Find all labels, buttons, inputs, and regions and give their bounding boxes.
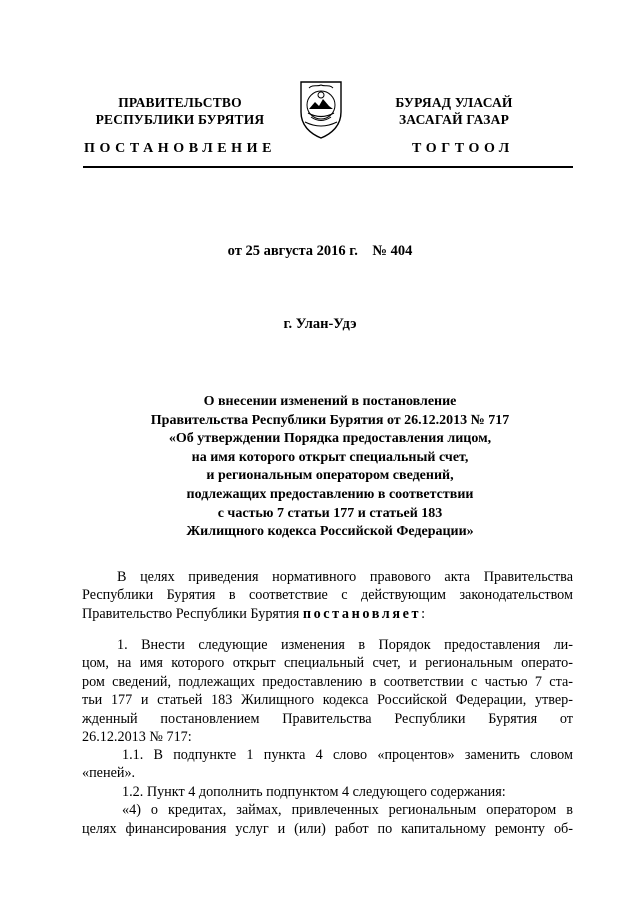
city: г. Улан-Удэ <box>283 316 357 332</box>
item-1-paragraph <box>82 636 573 746</box>
paragraph-line: целях финансирования услуг и (или) работ по капитальному ремонту об- <box>82 820 573 837</box>
paragraph-line: жденный постановлением Правительства Республики Бурятия от <box>82 710 573 727</box>
header-left-line1: ПРАВИТЕЛЬСТВО <box>118 95 242 110</box>
coat-of-arms-emblem <box>297 78 345 140</box>
paragraph-line: В целях приведения нормативного правового акта Правительства <box>117 569 573 585</box>
header-right <box>352 94 556 128</box>
title-line: «Об утверждении Порядка предоставления лицом, <box>168 431 492 447</box>
paragraph-line: 1. Внести следующие изменения в Порядок предоставления ли- <box>117 637 573 653</box>
title-line: О внесении изменений в постановление <box>203 394 457 409</box>
header-right-line1: БУРЯАД УЛАСАЙ <box>395 95 513 110</box>
title-line: с частью 7 статьи 177 и статьей 183 <box>217 505 443 521</box>
item-1-2-paragraph <box>82 783 573 838</box>
paragraph-line: 1.1. В подпункте 1 пункта 4 слово «процентов» заменить словом <box>122 747 573 763</box>
document-number: № 404 <box>372 243 413 259</box>
preamble-text: Правительство Республики Бурятия <box>82 605 303 622</box>
header-right-line2: ЗАСАГАЙ ГАЗАР <box>398 112 510 127</box>
doc-type-left: ПОСТАНОВЛЕНИЕ <box>84 141 277 156</box>
title-line: Жилищного кодекса Российской Федерации» <box>186 524 474 540</box>
doc-type-right: ТОГТООЛ <box>412 141 514 156</box>
document-title <box>80 393 580 542</box>
paragraph-line: ром сведений, подлежащих предоставлению в соответствии с частью 7 ста- <box>82 673 573 690</box>
paragraph-line: «4) о кредитах, займах, привлеченных региональным оператором в <box>122 802 573 819</box>
paragraph-line: цом, на имя которого открыт специальный счет, и региональным операто- <box>82 655 573 672</box>
document-date: от 25 августа 2016 г. <box>227 243 358 259</box>
paragraph-line: 26.12.2013 № 717: <box>82 729 192 746</box>
header-left <box>82 94 278 128</box>
header-left-line2: РЕСПУБЛИКИ БУРЯТИЯ <box>95 112 265 127</box>
title-line: и региональным оператором сведений, <box>206 468 454 484</box>
paragraph-line: «пеней». <box>82 765 136 782</box>
resolves-word: постановляет <box>302 605 422 622</box>
title-line: на имя которого открыт специальный счет, <box>191 449 469 465</box>
title-line: Правительства Республики Бурятия от 26.12.2013 № 717 <box>150 412 510 428</box>
paragraph-line: Республики Бурятия в соответствие с действующим законодательством <box>82 587 573 604</box>
paragraph-line: 1.2. Пункт 4 дополнить подпунктом 4 следующего содержания: <box>122 784 506 800</box>
item-1-1-paragraph <box>82 746 573 783</box>
paragraph-line <box>82 605 573 623</box>
preamble-paragraph <box>82 568 573 623</box>
title-line: подлежащих предоставлению в соответствии <box>186 486 474 502</box>
date-number-line <box>0 243 640 260</box>
header-divider <box>83 166 573 168</box>
paragraph-line: тьи 177 и статьей 183 Жилищного кодекса Российской Федерации, утвер- <box>82 692 573 709</box>
preamble-colon: : <box>421 605 426 622</box>
